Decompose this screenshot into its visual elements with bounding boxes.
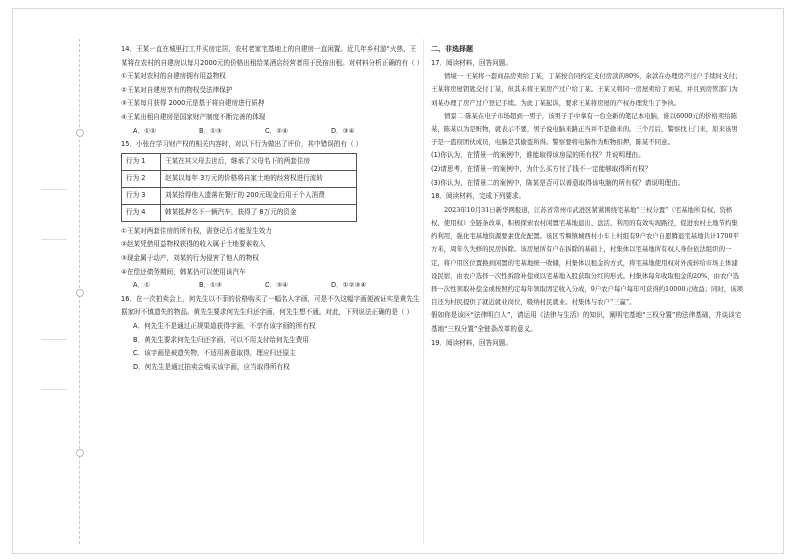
table-cell-key: 行为 2 — [122, 170, 161, 187]
table-row — [122, 204, 357, 221]
q17-head: 17．阅读材料，回答问题。 — [431, 58, 512, 67]
table-cell-value: 韩某抵押名下一辆汽车，获得了 8万元的资金 — [161, 204, 357, 221]
q15-choices — [121, 279, 421, 293]
column-divider — [423, 39, 424, 544]
q18-head: 18．阅读材料，完成下列要求。 — [431, 192, 526, 201]
table-row — [122, 187, 357, 204]
question-19 — [431, 337, 743, 351]
binding-hole — [76, 289, 84, 297]
document-page — [12, 8, 784, 554]
q14-option: ③王某每月获得 2000元是基于将自建房进行质押 — [121, 99, 265, 108]
q14-choice-c[interactable]: C．②④ — [265, 126, 289, 135]
table-cell-key: 行为 3 — [122, 187, 161, 204]
q15-choice-b[interactable]: B．①③ — [199, 281, 222, 290]
q15-choice-a[interactable]: A．① — [133, 281, 151, 290]
table-cell-value: 赵某以每年 3万元的价格将自家土地的经营权进行流转 — [161, 170, 357, 187]
question-15 — [121, 138, 421, 293]
q16-option-c[interactable]: C．该字画是被遗失物，不适用善意取得，理应归还原主 — [133, 349, 296, 358]
binding-hole — [76, 129, 84, 137]
q18-ask: 假如你是该区“法律明白人”，请运用《法律与生活》的知识，阐明宅基地“三权分置”的法律基础，并谈谈宅基地“三权分置”全链条改革的意义。 — [431, 311, 742, 333]
q14-option: ②王某对自建房享有的物权受法律保护 — [121, 85, 233, 94]
q14-choices — [121, 125, 421, 139]
q14-choice-d[interactable]: D．③④ — [331, 126, 355, 135]
q17-ask-1: (1)你认为，在情景一的案例中，谁能取得该房屋的所有权？并说明理由。 — [431, 151, 645, 160]
q14-choice-a[interactable]: A．①② — [133, 126, 156, 135]
blank-line — [41, 389, 67, 390]
q15-option: ①王某对两套住房的所有权，需登记后才能发生效力 — [121, 226, 272, 235]
q16-option-a[interactable]: A．何先生不是通过正规渠道获得字画，不享有该字画的所有权 — [133, 321, 316, 330]
section-title: 二、非选择题 — [431, 45, 473, 53]
q15-choice-c[interactable]: C．③④ — [265, 281, 289, 290]
q17-case-2: 情景二 陈某在电子市场超到一男子，该男子手中拿有一台全新的笔记本电脑，谁以6000元的价格卖给陈某，陈某以为是赃物，就表示不要，男子说电脑来路正当并不是偷来的。三个月后，警察找上门来，原来该男子是一盗窃团伙成员，电脑是其偷盗所得。警察要将电脑作为赃物扣押，陈某不同意。 — [431, 111, 738, 147]
table-cell-value: 刘某拾得他人遗落在餐厅的 200元现金后用于个人消费 — [161, 187, 357, 204]
q16-option-d[interactable]: D．何先生是通过拍卖会购买该字画，应当取得所有权 — [133, 362, 290, 371]
question-18 — [431, 190, 743, 336]
left-column — [121, 43, 424, 374]
table-cell-value: 王某在其父母去世后，继承了父母名下的两套住房 — [161, 153, 357, 170]
q19-head: 19．阅读材料，回答问题。 — [431, 338, 512, 347]
q15-option: ②赵某凭借用益物权获得的收入属于土地要素收入 — [121, 240, 266, 249]
table-cell-key: 行为 1 — [122, 153, 161, 170]
q15-option: ③现金属于动产，刘某的行为侵害了他人的物权 — [121, 253, 259, 262]
q14-stem: 14．王某一直在城里打工并买房定居，农村老家宅基地上的自建房一直闲置。近几年乡村游“火热，王某将在农村的自建房以每月2000元的价格出租给某酒店经营者用于民宿出租。对材料分析正确的有（ ） — [121, 45, 424, 67]
q17-case-1: 情境一 王某将一套商品房卖给丁某，丁某按合同约定支付房款的80%，余款在办理房产过户手续时支付；王某将房屋钥匙交付丁某，但其未将王某房产过户给丁某。王某又将同一房屋卖给了刘某，并且到房管部门为刘某办理了房产过户登记手续。为此丁某起诉，要求王某将房屋的产权办理发生了争执。 — [431, 72, 742, 107]
q14-choice-b[interactable]: B．①③ — [199, 126, 222, 135]
q14-option: ①王某对农村的自建房拥有用益物权 — [121, 72, 226, 81]
q16-stem: 16．在一次拍卖会上，何先生以不菲的价格购买了一幅名人字画，可是不久这幅字画便被证实是黄先生据家时不慎遗失的物品。黄先生要求何先生归还字画，何先生想不通。对此，下列说法正确的是（ ） — [121, 294, 420, 317]
binding-margin — [35, 39, 97, 544]
table-row — [122, 170, 357, 187]
q15-choice-d[interactable]: D．①②③④ — [331, 281, 367, 290]
blank-line — [41, 239, 67, 240]
q15-stem: 15．小张在学习财产权的相关内容时，对以下行为做出了评价，其中错误的有（ ） — [121, 140, 363, 149]
question-17 — [431, 57, 743, 191]
table-row — [122, 153, 357, 170]
q15-behavior-table — [121, 153, 357, 222]
blank-line — [41, 189, 67, 190]
q14-option: ④王某出租自建房是国家财产制度不断完善的体现 — [121, 112, 266, 121]
q17-ask-2: (2)请思考，在情景一的案例中，为什么买方付了钱不一定能够取得所有权？ — [431, 165, 652, 173]
q18-material: 2023年10月31日新华网报道，江苏省常州市武进区紧紧围绕宅基地“三权分置”（宅基地所有权、资格权、使用权）全链条改革，积极探索农村闲置宅基地退出、盘活、利用的有效实现路径，促进农村土地节约集约利用，强化宅基地资源要素优化配置。该区雪堰镇城西村小车上村组有9户农户自愿腾退宅基地共计1700平方米，周年久失修的民房拆除。该房屋所有户在拆除的基础上，村集体以宅基地所有权人身份依法组织的一定，将户用区位置换到闲置的宅基地统一收储，村集体以租金的方式，将宅基地使用权对外流转给市场主体建设民宿，由农户选择一次性拆除补偿或以宅基地入股获取分红的形式。村集体每年收取租金的20%，由农户选择一次性领取补偿金或按照约定每年领取固定收入分成，9户农户每户每年可获得约10000元收益；同时，该项目还为村民提供了就近就业岗位，吸纳村民就业。村集体与农户“三赢”。 — [431, 205, 743, 307]
table-cell-key: 行为 4 — [122, 204, 161, 221]
right-column — [431, 43, 743, 350]
q16-option-b[interactable]: B．黄先生要求何先生归还字画，可以不用支付给何先生费用 — [133, 335, 309, 344]
binding-hole — [76, 449, 84, 457]
q17-ask-3: (3)你认为，在情景二的案例中，陈某是否可以善意取得该电脑的所有权？请说明理由。 — [431, 178, 685, 187]
blank-line — [41, 339, 67, 340]
question-16 — [121, 293, 421, 375]
question-14 — [121, 43, 424, 138]
q15-option: ④在偿还债务期间，韩某仍可以使用该汽车 — [121, 267, 246, 276]
